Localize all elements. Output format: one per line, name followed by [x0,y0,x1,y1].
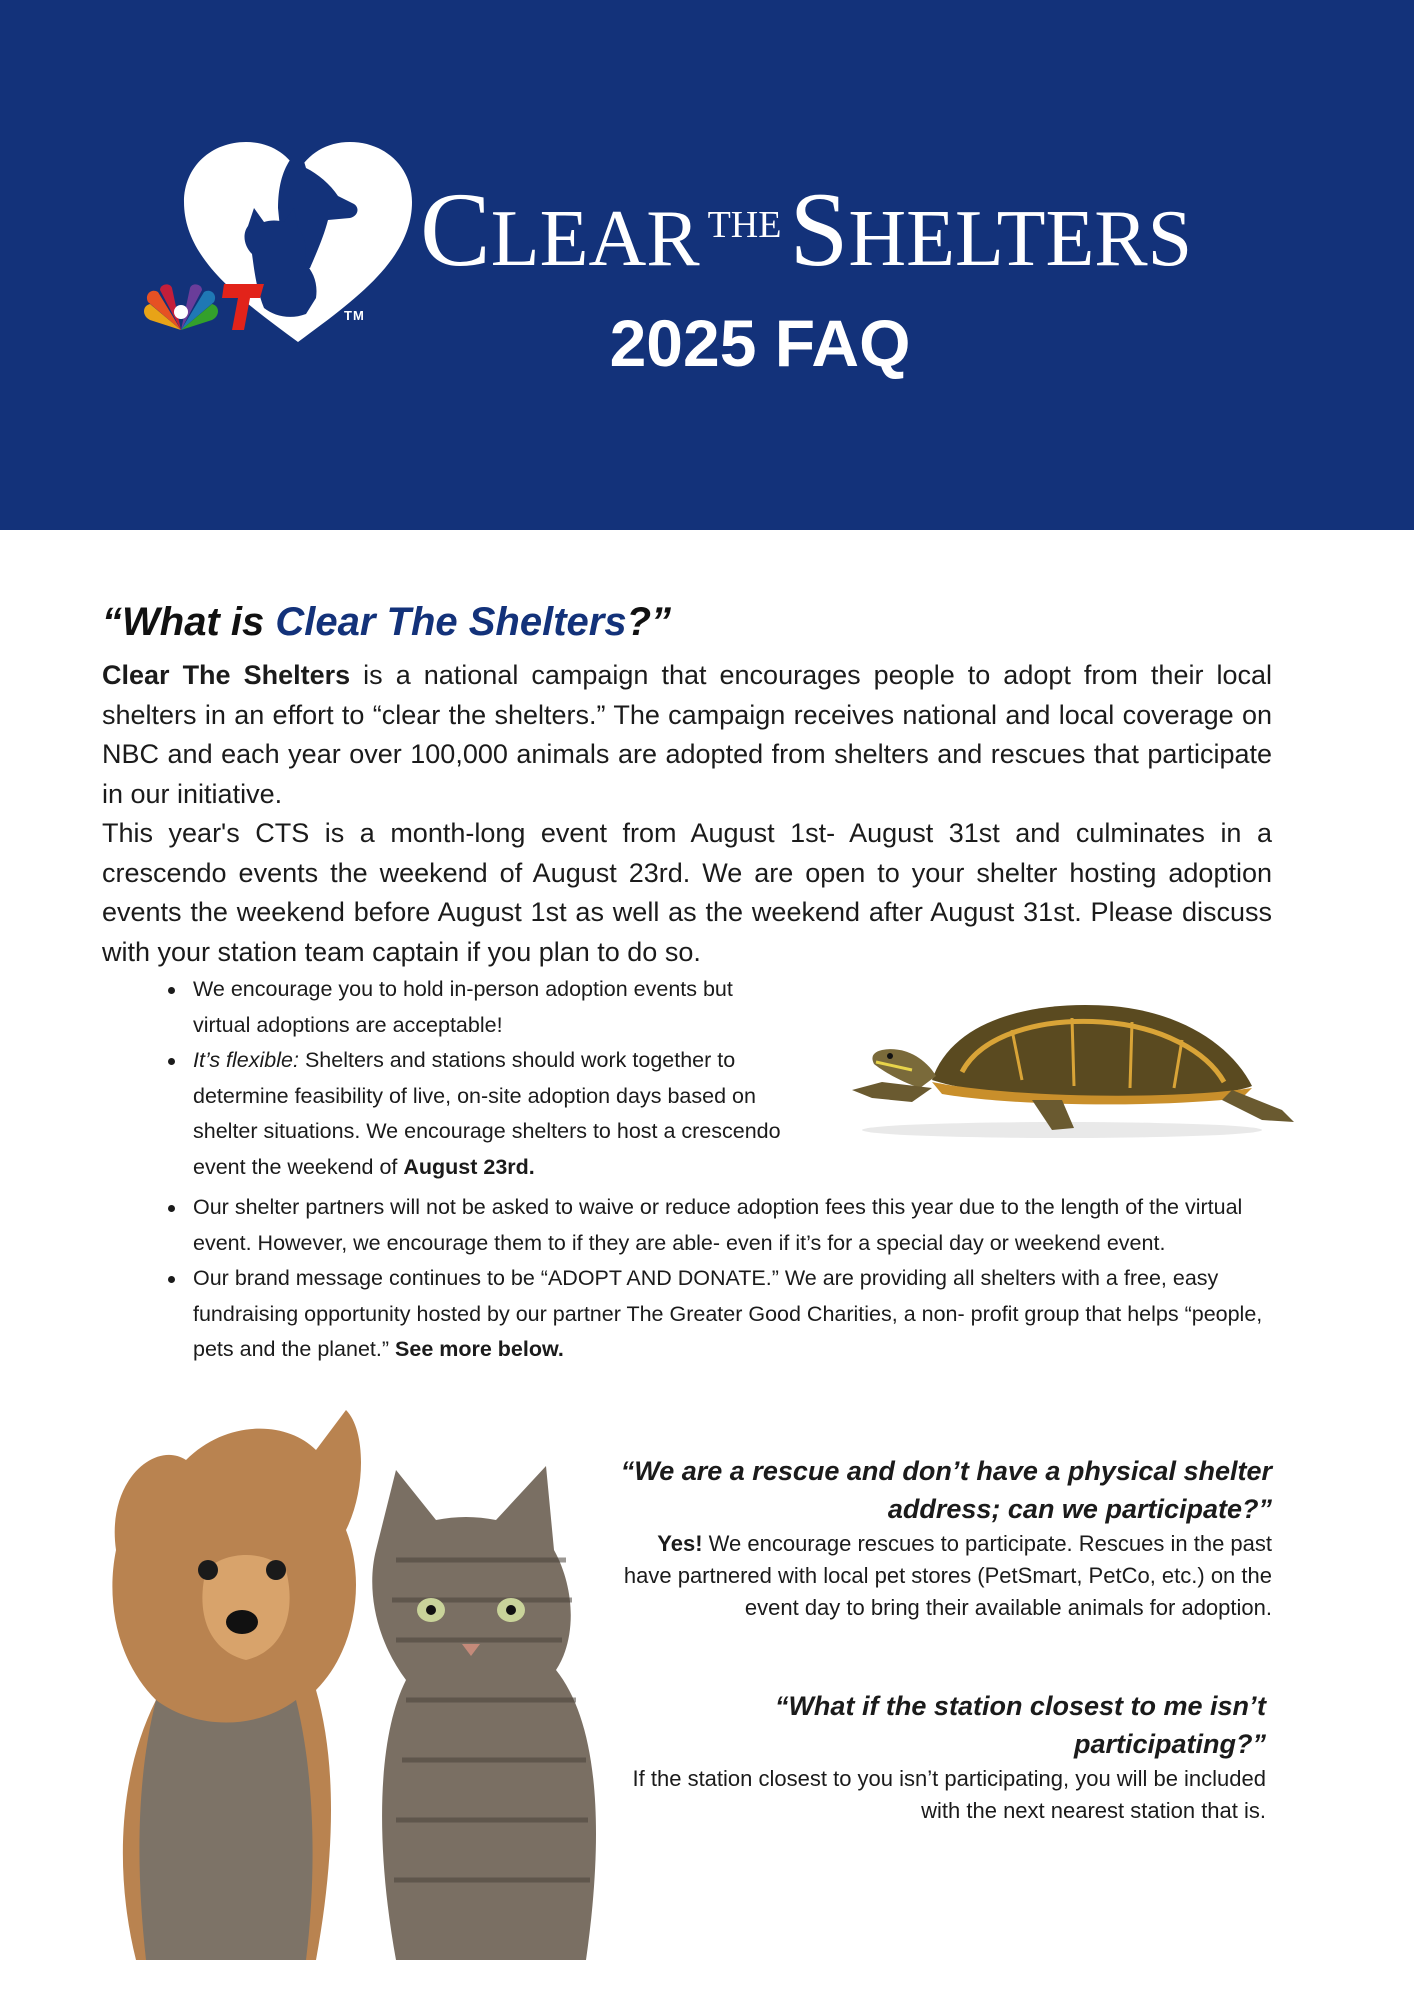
list-item [102,1190,1282,1261]
faq-question: “We are a rescue and don’t have a physical shelter address; can we participate?” [620,1456,1272,1524]
bullet-list-top [102,972,782,1185]
bullet-text: Our shelter partners will not be asked to waive or reduce adoption fees this year due to the length of the virtual event. However, we encourage them to if they are able- even if it’s for a special day or weekend event. [193,1195,1243,1255]
brand-title-the: THE [707,204,782,246]
list-item [102,972,782,1043]
dog-and-kitten-photo [96,1400,616,1980]
heading-part: ?” [626,600,672,644]
brand-title-initial-s: S [789,171,849,288]
bullet-text: Our brand message continues to be “ADOPT AND DONATE.” We are providing all shelters with a free, easy fundraising opportunity hosted by our partner The Greater Good Charities, a non- profit group that helps “people, pets and the planet.” [193,1266,1263,1361]
faq-rescue [620,1452,1272,1624]
nbc-peacock-icon [140,282,222,332]
brand-title-shelters: HELTERS [848,195,1193,283]
intro-text-run: is a national campaign that encourages people to adopt from their local shelters in an effort to “clear the shelters.” The campaign receives national and local coverage on NBC and each year over 100,000 animals are adopted from shelters and rescues that participate in our initiative. [102,660,1273,809]
intro-bold: Clear The Shelters [102,660,351,690]
faq-answer [620,1528,1272,1624]
faq-answer: If the station closest to you isn’t participating, you will be included with the next nearest station that is. [632,1766,1266,1823]
telemundo-t-icon [222,280,266,332]
list-item [102,1261,1282,1368]
faq-answer-text: We encourage rescues to participate. Rescues in the past have partnered with local pet stores (PetSmart, PetCo, etc.) on the event day to bring their available animals for adoption. [623,1531,1272,1620]
turtle-photo [812,990,1298,1140]
list-item [102,1043,782,1185]
section-heading-what-is [102,596,671,648]
intro-paragraph-1 [102,656,1272,814]
brand-title-clear: LEAR [490,195,700,283]
trademark-mark: TM [344,308,365,323]
faq-answer-bold: Yes! [657,1531,703,1556]
bullet-bold: See more below. [395,1337,564,1361]
bullet-text: Shelters and stations should work together to determine feasibility of live, on-site adoption days based on shelter situations. We encourage shelters to host a crescendo event the weekend of [193,1048,781,1179]
header-banner [0,0,1414,530]
bullet-italic: It’s flexible: [193,1048,299,1072]
bullet-text: We encourage you to hold in-person adoption events but virtual adoptions are acceptable! [193,977,733,1037]
brand-title [420,171,1280,288]
intro-text [102,656,1272,972]
faq-station [620,1687,1266,1827]
bullet-list-bottom [102,1190,1282,1368]
heading-part: “What is [102,600,276,644]
faq-question: “What if the station closest to me isn’t participating?” [774,1691,1266,1759]
intro-paragraph-2: This year's CTS is a month-long event from August 1st- August 31st and culminates in a crescendo events the weekend of August 23rd. We are open to your shelter hosting adoption events the weekend before August 1st as well as the weekend after August 31st. Please discuss with your station team captain if you plan to do so. [102,818,1272,967]
heading-accent: Clear The Shelters [275,600,627,644]
bullet-bold: August 23rd. [403,1154,535,1179]
brand-title-initial-c: C [420,171,491,288]
page-title: 2025 FAQ [609,306,911,380]
